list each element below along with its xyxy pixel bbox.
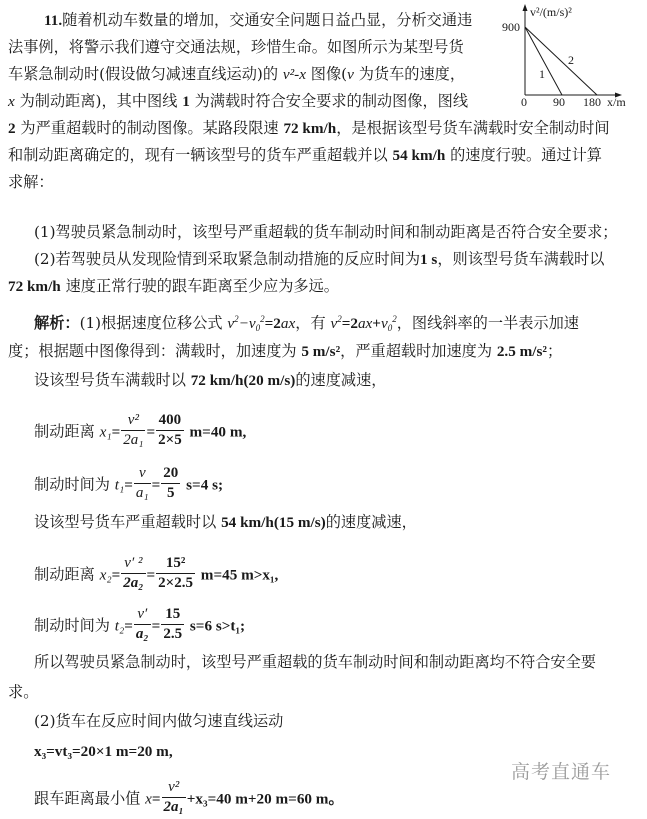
- y-axis-label: v²/(m/s)²: [530, 5, 572, 19]
- y-tick-900: 900: [502, 20, 520, 34]
- line-2-label: 2: [568, 53, 574, 67]
- equation-x: 跟车距离最小值 x= $\frac{\text{v²}}{\text{2a₁}}$ +x₃=40 m+20 m=60 m。: [34, 779, 344, 815]
- x-tick-180: 180: [583, 95, 601, 109]
- question-line-4: x 为制动距离)，其中图线 1 为满载时符合安全要求的制动图像，图线: [8, 92, 469, 110]
- question-number: 11.: [44, 12, 63, 29]
- question-line-7: 求解：: [8, 173, 54, 191]
- sub-question-2-cont: 72 km/h 速度正常行驶的跟车距离至少应为多远。: [8, 277, 339, 295]
- sub-question-2: (2)若驾驶员从发现险情到采取紧急制动措施的反应时间为1 s，则该型号货车满载时以: [34, 250, 605, 268]
- question-line-1: 11.随着机动车数量的增加，交通安全问题日益凸显，分析交通违: [44, 11, 473, 29]
- solution-line-4: 设该型号货车严重超载时以 54 km/h(15 m/s)的速度减速，: [34, 513, 417, 531]
- solution-line-1: 解析：(1)根据速度位移公式 $v^2-v_0^2=2ax$，有 $v^2=2ax+v_0^2$，图线斜率的一半表示加速: [34, 314, 579, 333]
- conclusion-line-2: 求。: [8, 683, 39, 701]
- watermark: 高考直通车: [511, 761, 612, 783]
- question-line-2: 法事例，将警示我们遵守交通法规，珍惜生命。如图所示为某型号货: [8, 38, 464, 56]
- equation-x3: x₃=vt₃=20×1 m=20 m,: [34, 743, 173, 760]
- equation-x1: 制动距离 x₁= $\frac{\text{v²}}{\text{2a₁}}$ = $\frac{400}{2\times 5}$ m=40 m,: [34, 412, 247, 448]
- line-1-label: 1: [539, 67, 545, 81]
- sub-question-1: (1)驾驶员紧急制动时，该型号严重超载的货车制动时间和制动距离是否符合安全要求；: [34, 223, 618, 241]
- solution-line-2: 度；根据题中图像得到：满载时，加速度为 5 m/s²，严重超载时加速度为 2.5 m/s²；: [8, 342, 563, 360]
- x-tick-90: 90: [553, 95, 565, 109]
- equation-t1: 制动时间为 t₁= $\frac{v}{\text{a₁}}$ = $\frac{20}{5}$ s=4 s;: [34, 465, 224, 501]
- solution-label: 解析：: [34, 314, 80, 332]
- x-tick-0: 0: [521, 95, 527, 109]
- x-axis-label: x/m: [607, 95, 626, 109]
- question-line-5: 2 为严重超载时的制动图像。某路段限速 72 km/h，是根据该型号货车满载时安全制动时间: [8, 119, 610, 137]
- equation-t2: 制动时间为 t₂= $\frac{v'}{\text{a₂}}$ = $\frac{15}{2.5}$ s=6 s>t₁;: [34, 606, 246, 642]
- question-line-3: 车紧急制动时(假设做匀减速直线运动)的 v²-x 图像(v 为货车的速度，: [8, 65, 465, 83]
- v2-x-graph: [490, 0, 647, 115]
- solution-part-2: (2)货车在反应时间内做匀速直线运动: [34, 712, 284, 730]
- equation-x2: 制动距离 x₂= $\frac{\text{v′ ²}}{\text{2a₂}}$ = $\frac{\text{15²}}{2\times 2.5}$ m=45 m>x₁,: [34, 555, 279, 591]
- question-line-6: 和制动距离确定的，现有一辆该型号的货车严重超载并以 54 km/h 的速度行驶。通过计算: [8, 146, 602, 164]
- conclusion-line-1: 所以驾驶员紧急制动时，该型号严重超载的货车制动时间和制动距离均不符合安全要: [34, 653, 596, 671]
- solution-line-3: 设该型号货车满载时以 72 km/h(20 m/s)的速度减速，: [34, 371, 387, 389]
